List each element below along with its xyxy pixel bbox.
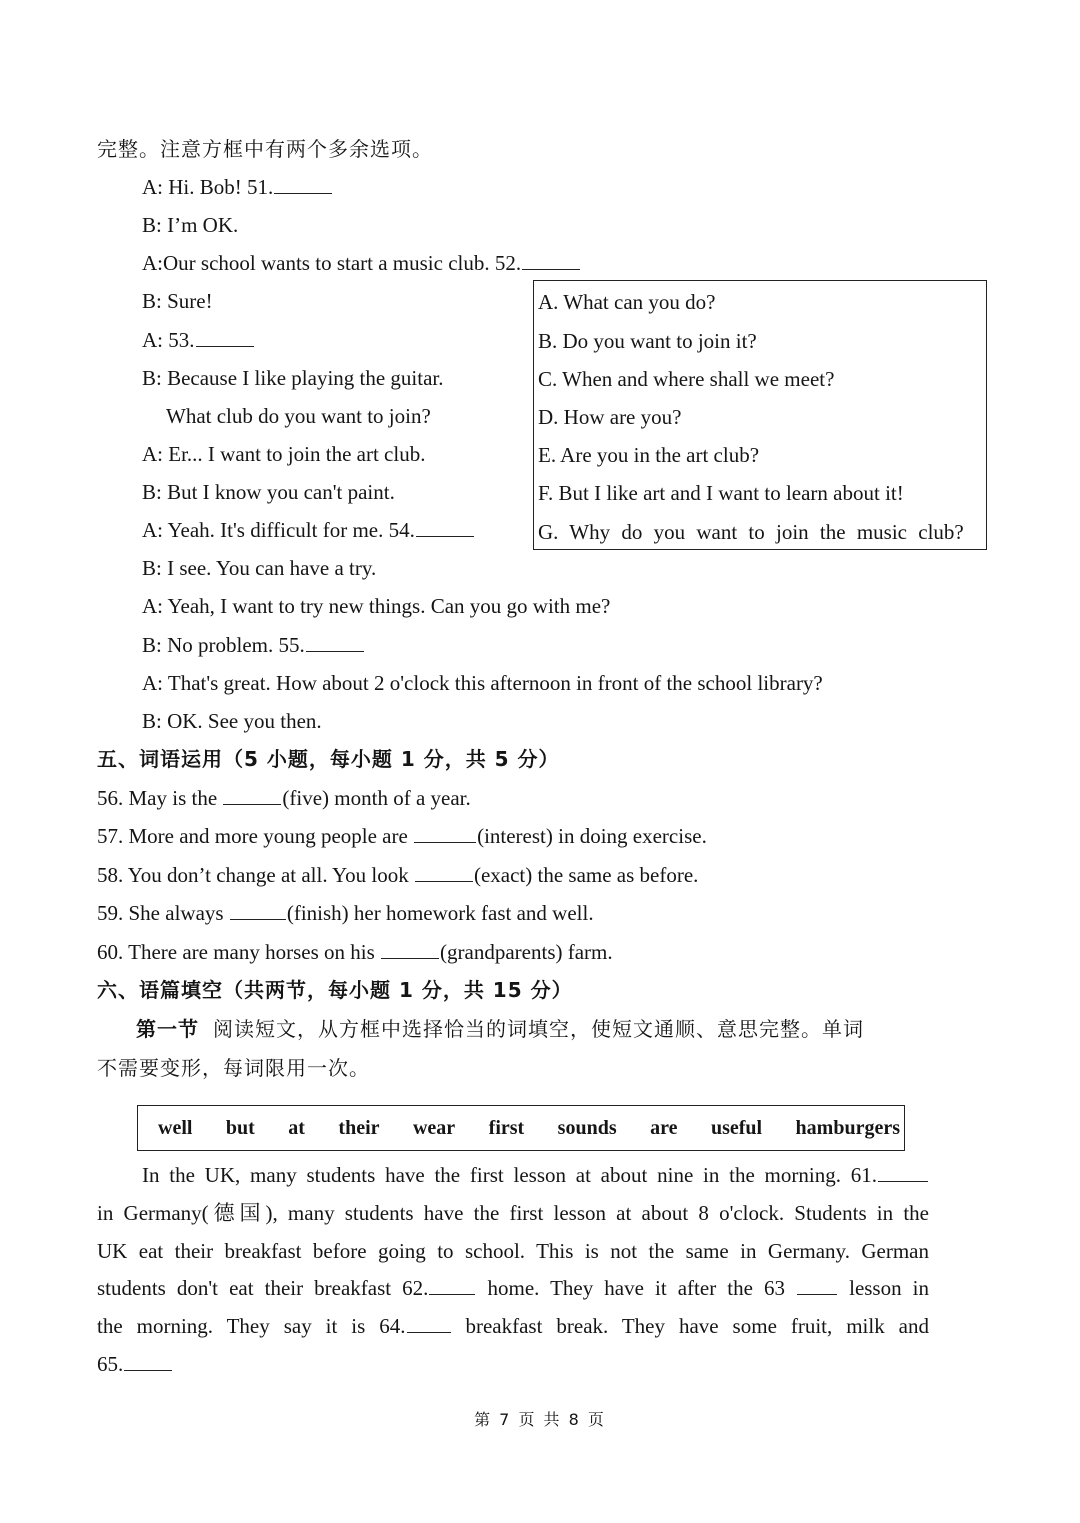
section5-heading: 五、词语运用（5 小题，每小题 1 分，共 5 分）: [97, 747, 560, 771]
answer-blank-62[interactable]: [429, 1293, 475, 1295]
options-box: [533, 280, 987, 550]
answer-blank-57[interactable]: [414, 841, 476, 843]
dialogue-line: What club do you want to join?: [166, 404, 431, 428]
passage-line-65: [97, 1349, 929, 1379]
word-bank-item: at: [288, 1116, 305, 1139]
passage-text: 65.: [97, 1352, 124, 1376]
dialogue-line: B: I see. You can have a try.: [142, 556, 377, 580]
answer-blank-55[interactable]: [306, 650, 364, 652]
question-57: [97, 821, 707, 851]
dialogue-line: B: Sure!: [142, 289, 213, 313]
dialogue-text: A: Hi. Bob! 51.: [142, 175, 274, 199]
question-text: 56. May is the: [97, 786, 223, 810]
answer-blank-51[interactable]: [274, 192, 332, 194]
passage-line-64: [97, 1311, 929, 1341]
answer-blank-60[interactable]: [381, 957, 439, 959]
answer-blank-63[interactable]: [797, 1293, 837, 1295]
word-bank-item: first: [488, 1116, 525, 1139]
option-e: E. Are you in the art club?: [538, 443, 760, 467]
dialogue-text: A: 53.: [142, 328, 195, 352]
answer-blank-64[interactable]: [407, 1331, 451, 1333]
instruction-line1: 阅读短文，从方框中选择恰当的词填空，使短文通顺、意思完整。单词: [213, 1017, 864, 1041]
word-bank-item: are: [650, 1116, 678, 1139]
option-c: C. When and where shall we meet?: [538, 367, 835, 391]
dialogue-line: B: I’m OK.: [142, 213, 239, 237]
word-bank-item: well: [158, 1116, 193, 1139]
answer-blank-54[interactable]: [416, 535, 474, 537]
question-60: [97, 937, 613, 967]
passage-line: UK eat their breakfast before going to school. This is not the same in Germany. German: [97, 1239, 929, 1263]
answer-blank-56[interactable]: [223, 803, 281, 805]
section6-instruction: [136, 1014, 864, 1044]
word-bank-item: their: [338, 1116, 380, 1139]
word-bank-item: wear: [412, 1116, 456, 1139]
option-d: D. How are you?: [538, 405, 682, 429]
part1-title: 第一节: [136, 1017, 199, 1041]
dialogue-line-52: [142, 248, 581, 278]
dialogue-line-53: [142, 325, 255, 355]
question-text: 60. There are many horses on his: [97, 940, 381, 964]
passage-text: In the UK, many students have the first lesson at about nine in the morning. 61.: [142, 1163, 877, 1187]
question-text: 59. She always: [97, 901, 229, 925]
answer-blank-58[interactable]: [415, 880, 473, 882]
section6-heading: 六、语篇填空（共两节，每小题 1 分，共 15 分）: [97, 978, 573, 1002]
dialogue-line: A: Yeah, I want to try new things. Can you go with me?: [142, 594, 611, 618]
dialogue-text: A:Our school wants to start a music club. 52.: [142, 251, 522, 275]
word-bank-box: [137, 1105, 905, 1151]
question-text: 58. You don’t change at all. You look: [97, 863, 414, 887]
question-hint: (five) month of a year.: [282, 786, 471, 810]
passage-line-61: [142, 1160, 929, 1190]
question-59: [97, 898, 594, 928]
passage-text: the morning. They say it is 64.: [97, 1314, 406, 1338]
dialogue-line: B: But I know you can't paint.: [142, 480, 395, 504]
passage-text: students don't eat their breakfast 62.: [97, 1276, 429, 1300]
dialogue-line: B: Because I like playing the guitar.: [142, 366, 444, 390]
instruction-line2: 不需要变形，每词限用一次。: [97, 1056, 370, 1080]
passage-text: lesson in: [838, 1276, 930, 1300]
word-bank-item: sounds: [557, 1116, 617, 1139]
dialogue-line: A: Er... I want to join the art club.: [142, 442, 426, 466]
question-hint: (grandparents) farm.: [440, 940, 613, 964]
answer-blank-59[interactable]: [230, 918, 286, 920]
page-number: 第 7 页 共 8 页: [474, 1410, 606, 1429]
option-f: F. But I like art and I want to learn about it!: [538, 481, 904, 505]
dialogue-line-54: [142, 515, 475, 545]
passage-line: in Germany(德国), many students have the first lesson at about 8 o'clock. Students in the: [97, 1201, 929, 1225]
intro-line: 完整。注意方框中有两个多余选项。: [97, 137, 433, 161]
question-58: [97, 860, 698, 890]
dialogue-line-55: [142, 630, 365, 660]
passage-line-62-63: [97, 1273, 929, 1303]
dialogue-text: B: No problem. 55.: [142, 633, 305, 657]
dialogue-line: B: OK. See you then.: [142, 709, 322, 733]
option-b: B. Do you want to join it?: [538, 329, 757, 353]
dialogue-line: A: That's great. How about 2 o'clock this afternoon in front of the school library?: [142, 671, 823, 695]
answer-blank-65[interactable]: [124, 1369, 172, 1371]
word-bank-item: useful: [710, 1116, 763, 1139]
option-g: G. Why do you want to join the music club?: [538, 520, 964, 544]
question-text: 57. More and more young people are: [97, 824, 414, 848]
question-hint: (interest) in doing exercise.: [477, 824, 707, 848]
passage-text: home. They have it after the 63: [476, 1276, 797, 1300]
option-a: A. What can you do?: [538, 290, 716, 314]
word-bank-item: hamburgers: [795, 1116, 900, 1139]
answer-blank-61[interactable]: [878, 1180, 928, 1182]
question-56: [97, 783, 471, 813]
passage-text: breakfast break. They have some fruit, milk and: [451, 1314, 929, 1338]
dialogue-text: A: Yeah. It's difficult for me. 54.: [142, 518, 415, 542]
question-hint: (exact) the same as before.: [473, 863, 699, 887]
word-bank-item: but: [225, 1116, 255, 1139]
dialogue-line-51: [142, 172, 333, 202]
question-hint: (finish) her homework fast and well.: [286, 901, 594, 925]
answer-blank-53[interactable]: [196, 345, 254, 347]
answer-blank-52[interactable]: [522, 268, 580, 270]
